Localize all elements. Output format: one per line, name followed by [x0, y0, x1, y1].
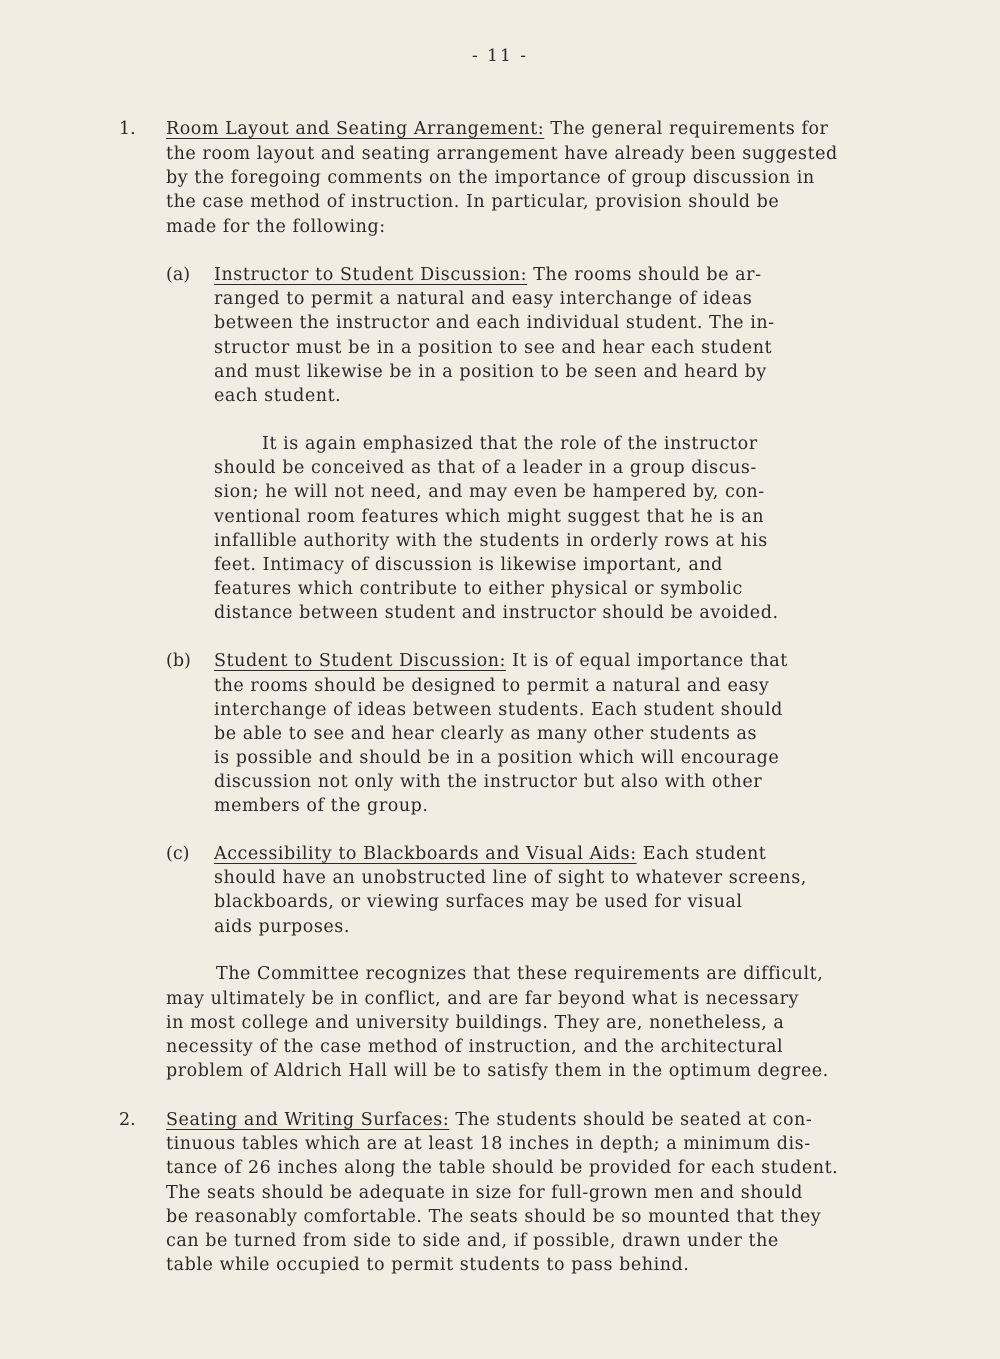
subitem-label: (b)	[166, 651, 191, 671]
subitem-heading-line: Student to Student Discussion: It is of equal importance that	[214, 651, 788, 671]
subitem-label: (c)	[166, 844, 190, 864]
item-heading-line: Room Layout and Seating Arrangement: The general requirements for	[166, 119, 829, 139]
body-line: The Committee recognizes that these requirements are difficult,	[216, 964, 824, 984]
body-line: distance between student and instructor should be avoided.	[214, 603, 779, 623]
body-line: by the foregoing comments on the importance of group discussion in	[166, 168, 815, 188]
body-line: be reasonably comfortable. The seats should be so mounted that they	[166, 1207, 822, 1227]
body-line: interchange of ideas between students. Each student should	[214, 700, 783, 720]
body-line: necessity of the case method of instruction, and the architectural	[166, 1037, 784, 1057]
body-line: members of the group.	[214, 796, 429, 816]
body-line: table while occupied to permit students to pass behind.	[166, 1255, 690, 1275]
item-number: 1.	[119, 119, 136, 139]
page-number: - 11 -	[472, 46, 528, 66]
body-line: and must likewise be in a position to be seen and heard by	[214, 362, 767, 382]
subitem-heading: Accessibility to Blackboards and Visual Aids:	[214, 844, 637, 864]
item-heading-line: Seating and Writing Surfaces: The students should be seated at con-	[166, 1110, 813, 1130]
body-line: blackboards, or viewing surfaces may be used for visual	[214, 892, 743, 912]
body-line: tinuous tables which are at least 18 inches in depth; a minimum dis-	[166, 1134, 811, 1154]
body-line: the rooms should be designed to permit a natural and easy	[214, 676, 770, 696]
body-line: the case method of instruction. In particular, provision should be	[166, 192, 780, 212]
body-line: be able to see and hear clearly as many other students as	[214, 724, 758, 744]
subitem-heading-line: Accessibility to Blackboards and Visual Aids: Each student	[214, 844, 767, 864]
item-heading: Seating and Writing Surfaces:	[166, 1110, 450, 1130]
item-heading: Room Layout and Seating Arrangement:	[166, 119, 545, 139]
body-line: made for the following:	[166, 217, 386, 237]
body-line: can be turned from side to side and, if possible, drawn under the	[166, 1231, 779, 1251]
body-line: is possible and should be in a position which will encourage	[214, 748, 780, 768]
body-line: structor must be in a position to see and hear each student	[214, 338, 773, 358]
body-line: between the instructor and each individual student. The in-	[214, 313, 775, 333]
body-line: discussion not only with the instructor but also with other	[214, 772, 763, 792]
body-line: features which contribute to either physical or symbolic	[214, 579, 743, 599]
body-line: The seats should be adequate in size for full-grown men and should	[166, 1183, 803, 1203]
body-line: aids purposes.	[214, 917, 350, 937]
body-line: infallible authority with the students in orderly rows at his	[214, 531, 768, 551]
body-line: the room layout and seating arrangement have already been suggested	[166, 144, 838, 164]
body-line: in most college and university buildings. They are, nonetheless, a	[166, 1013, 785, 1033]
subitem-label: (a)	[166, 265, 191, 285]
body-line: feet. Intimacy of discussion is likewise important, and	[214, 555, 723, 575]
body-line: problem of Aldrich Hall will be to satisfy them in the optimum degree.	[166, 1061, 829, 1081]
body-line: tance of 26 inches along the table should be provided for each student.	[166, 1158, 839, 1178]
body-line: should have an unobstructed line of sight to whatever screens,	[214, 868, 807, 888]
body-line: ranged to permit a natural and easy interchange of ideas	[214, 289, 753, 309]
item-number: 2.	[119, 1110, 136, 1130]
subitem-heading-line: Instructor to Student Discussion: The rooms should be ar-	[214, 265, 762, 285]
body-line: should be conceived as that of a leader in a group discus-	[214, 458, 757, 478]
body-line: each student.	[214, 386, 342, 406]
subitem-heading: Instructor to Student Discussion:	[214, 265, 528, 285]
subitem-heading: Student to Student Discussion:	[214, 651, 507, 671]
body-line: sion; he will not need, and may even be hampered by, con-	[214, 482, 765, 502]
body-line: may ultimately be in conflict, and are far beyond what is necessary	[166, 989, 799, 1009]
body-line: ventional room features which might suggest that he is an	[214, 507, 765, 527]
body-line: It is again emphasized that the role of the instructor	[262, 434, 758, 454]
